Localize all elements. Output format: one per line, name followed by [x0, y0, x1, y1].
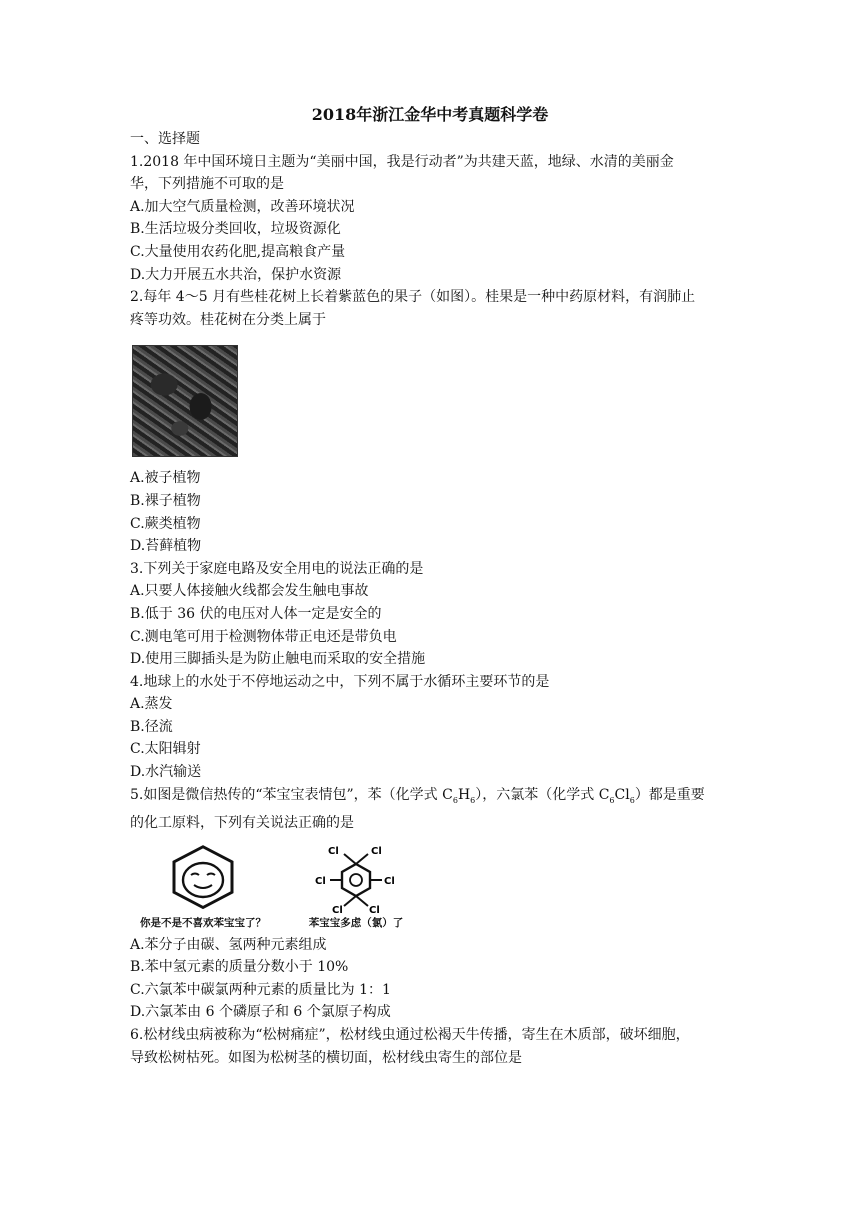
q2-option-b: B.裸子植物	[130, 492, 201, 509]
q1-option-a: A.加大空气质量检测，改善环境状况	[130, 198, 355, 215]
benzene-meme-right	[296, 845, 416, 930]
hexachlorobenzene-formula-sub1: 6	[609, 795, 615, 805]
cl-label: Cl	[315, 875, 326, 887]
q6-stem-line1: 6.松材线虫病被称为“松树痛症”，松材线虫通过松褐天牛传播，寄生在木质部，破坏细胞，	[130, 1027, 690, 1044]
cl-label: Cl	[328, 845, 339, 857]
q4-option-d: D.水汽输送	[130, 764, 202, 781]
q5-stem-mid: ），六氯苯（化学式 C	[475, 786, 610, 803]
q3-stem: 3.下列关于家庭电路及安全用电的说法正确的是	[130, 560, 424, 577]
osmanthus-fruit-photo	[132, 345, 238, 457]
q1-option-c: C.大量使用农药化肥,提高粮食产量	[130, 243, 346, 260]
benzene-meme-left	[128, 845, 278, 930]
q5-stem-line2: 的化工原料，下列有关说法正确的是	[130, 815, 354, 832]
q1-option-d: D.大力开展五水共治，保护水资源	[130, 266, 342, 283]
hexachlorobenzene-formula-sub2: 6	[629, 795, 635, 805]
q4-option-a: A.蒸发	[130, 696, 173, 713]
q2-option-a: A.被子植物	[130, 470, 201, 487]
meme-caption-right: 苯宝宝多虑（氯）了	[308, 916, 404, 929]
q2-option-c: C.蕨类植物	[130, 515, 201, 532]
benzene-face-icon	[128, 845, 278, 913]
q4-option-c: C.太阳辑射	[130, 741, 201, 758]
q3-option-b: B.低于 36 伏的电压对人体一定是安全的	[130, 605, 382, 622]
q1-stem-line1: 1.2018 年中国环境日主题为“美丽中国，我是行动者”为共建天蓝，地绿、水清的美丽金	[130, 153, 674, 170]
meme-caption-left: 你是不是不喜欢苯宝宝了？	[140, 916, 266, 929]
page-title: 2018年浙江金华中考真题科学卷	[311, 105, 549, 124]
q5-stem-post: ）都是重要	[634, 786, 705, 803]
cl-label: Cl	[384, 875, 395, 887]
q5-stem-line1	[130, 784, 730, 812]
benzene-formula-sub2: 6	[470, 795, 476, 805]
q5-option-a: A.苯分子由碳、氢两种元素组成	[130, 936, 327, 953]
q1-option-b: B.生活垃圾分类回收，垃圾资源化	[130, 221, 341, 238]
benzene-meme-figure	[128, 845, 730, 930]
q2-option-d: D.苔藓植物	[130, 538, 202, 555]
q5-stem-pre: 5.如图是微信热传的“苯宝宝表情包”，苯（化学式 C	[130, 786, 453, 803]
section-heading: 一、选择题	[130, 131, 200, 147]
q3-option-a: A.只要人体接触火线都会发生触电事故	[130, 583, 369, 600]
q2-stem-line1: 2.每年 4～5 月有些桂花树上长着紫蓝色的果子（如图）。桂果是一种中药原材料，有润肺止	[130, 289, 696, 306]
q2-stem-line2: 疼等功效。桂花树在分类上属于	[130, 311, 326, 328]
cl-label: Cl	[332, 904, 343, 913]
exam-page	[130, 104, 730, 1069]
benzene-formula-h: H	[457, 786, 471, 803]
hexachlorobenzene-formula-cl: Cl	[614, 786, 630, 803]
hexachlorobenzene-structure-icon	[296, 845, 416, 913]
cl-label: Cl	[371, 845, 382, 857]
q4-stem: 4.地球上的水处于不停地运动之中，下列不属于水循环主要环节的是	[130, 673, 550, 690]
q1-stem-line2: 华，下列措施不可取的是	[130, 176, 284, 193]
q3-option-d: D.使用三脚插头是为防止触电而采取的安全措施	[130, 651, 426, 668]
benzene-formula-sub1: 6	[452, 795, 458, 805]
q4-option-b: B.径流	[130, 718, 173, 735]
q5-option-c: C.六氯苯中碳氯两种元素的质量比为 1：1	[130, 981, 391, 998]
cl-label: Cl	[369, 904, 380, 913]
q6-stem-line2: 导致松树枯死。如图为松树茎的横切面，松材线虫寄生的部位是	[130, 1049, 522, 1066]
q5-option-d: D.六氯苯由 6 个磷原子和 6 个氯原子构成	[130, 1004, 391, 1021]
q5-option-b: B.苯中氢元素的质量分数小于 10%	[130, 959, 349, 976]
q3-option-c: C.测电笔可用于检测物体带正电还是带负电	[130, 628, 397, 645]
